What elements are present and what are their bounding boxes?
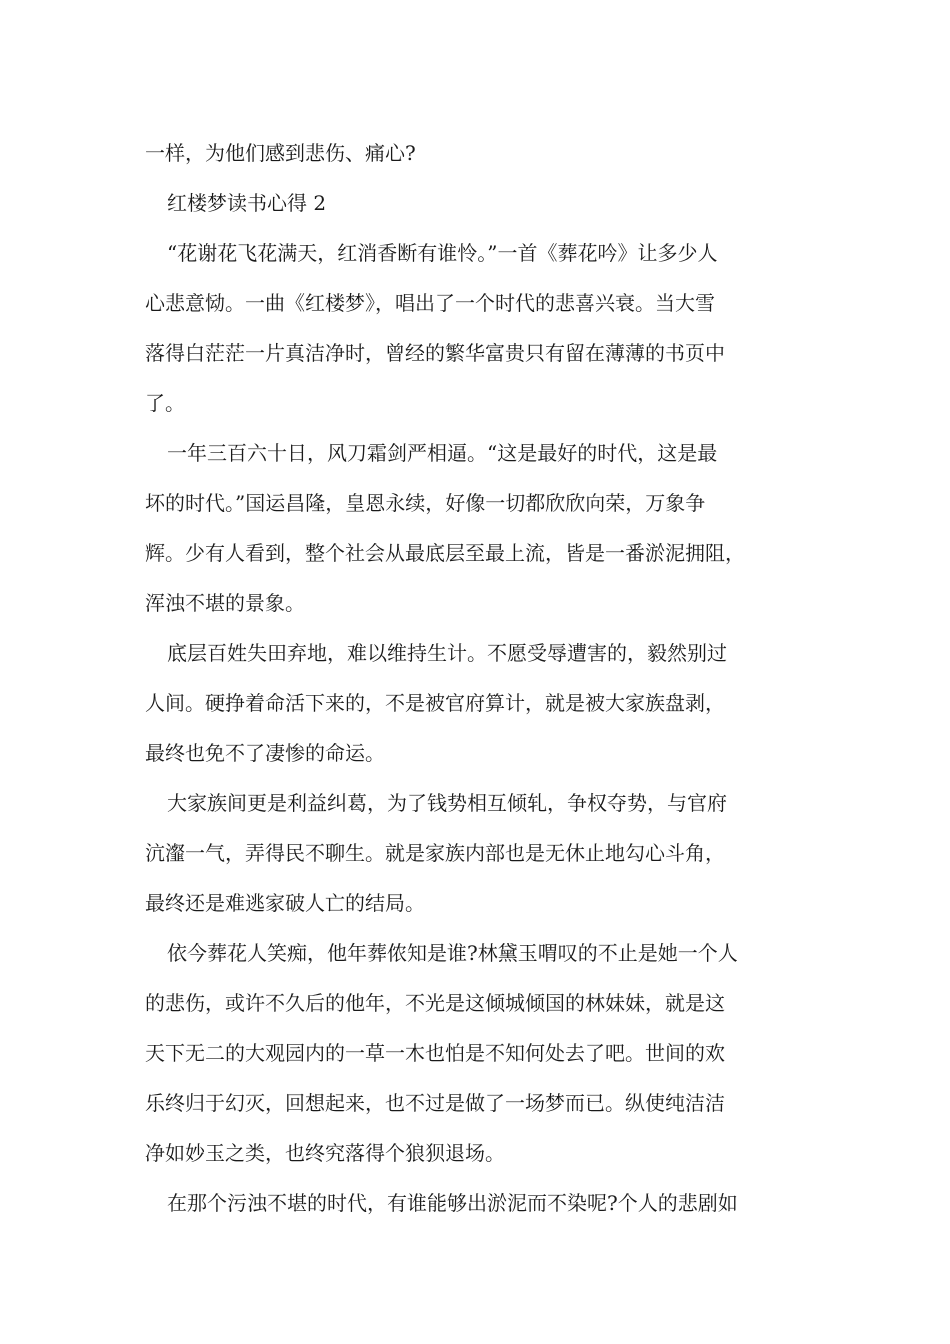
paragraph-4-line-2: 沆瀣一气，弄得民不聊生。就是家族内部也是无休止地勾心斗角， bbox=[145, 841, 725, 865]
paragraph-5-line-5: 净如妙玉之类，也终究落得个狼狈退场。 bbox=[145, 1141, 505, 1165]
paragraph-6-line-1: 在那个污浊不堪的时代，有谁能够出淤泥而不染呢?个人的悲剧如 bbox=[167, 1191, 738, 1215]
paragraph-continuation-line: 一样，为他们感到悲伤、痛心? bbox=[145, 141, 416, 165]
paragraph-5-line-2: 的悲伤，或许不久后的他年，不光是这倾城倾国的林妹妹，就是这 bbox=[145, 991, 725, 1015]
paragraph-2-line-3: 辉。少有人看到，整个社会从最底层至最上流，皆是一番淤泥拥阻， bbox=[145, 541, 745, 565]
paragraph-1-line-1: “花谢花飞花满天，红消香断有谁怜。”一首《葬花吟》让多少人 bbox=[167, 241, 718, 265]
paragraph-3-line-3: 最终也免不了凄惨的命运。 bbox=[145, 741, 385, 765]
paragraph-1-line-4: 了。 bbox=[145, 391, 185, 415]
paragraph-1-line-3: 落得白茫茫一片真洁净时，曾经的繁华富贵只有留在薄薄的书页中 bbox=[145, 341, 725, 365]
document-body bbox=[145, 128, 815, 1228]
paragraph-5-line-4: 乐终归于幻灭，回想起来，也不过是做了一场梦而已。纵使纯洁洁 bbox=[145, 1091, 725, 1115]
section-heading: 红楼梦读书心得 2 bbox=[167, 191, 327, 215]
paragraph-5-line-1: 依今葬花人笑痴，他年葬侬知是谁?林黛玉喟叹的不止是她一个人 bbox=[167, 941, 738, 965]
paragraph-1-line-2: 心悲意恸。一曲《红楼梦》，唱出了一个时代的悲喜兴衰。当大雪 bbox=[145, 291, 715, 315]
paragraph-3-line-1: 底层百姓失田弃地，难以维持生计。不愿受辱遭害的，毅然别过 bbox=[167, 641, 727, 665]
paragraph-4-line-1: 大家族间更是利益纠葛，为了钱势相互倾轧，争权夺势，与官府 bbox=[167, 791, 727, 815]
paragraph-2-line-2: 坏的时代。”国运昌隆，皇恩永续，好像一切都欣欣向荣，万象争 bbox=[145, 491, 706, 515]
paragraph-2-line-1: 一年三百六十日，风刀霜剑严相逼。“这是最好的时代，这是最 bbox=[167, 441, 718, 465]
paragraph-3-line-2: 人间。硬挣着命活下来的，不是被官府算计，就是被大家族盘剥， bbox=[145, 691, 725, 715]
paragraph-4-line-3: 最终还是难逃家破人亡的结局。 bbox=[145, 891, 425, 915]
paragraph-2-line-4: 浑浊不堪的景象。 bbox=[145, 591, 305, 615]
paragraph-5-line-3: 天下无二的大观园内的一草一木也怕是不知何处去了吧。世间的欢 bbox=[145, 1041, 725, 1065]
